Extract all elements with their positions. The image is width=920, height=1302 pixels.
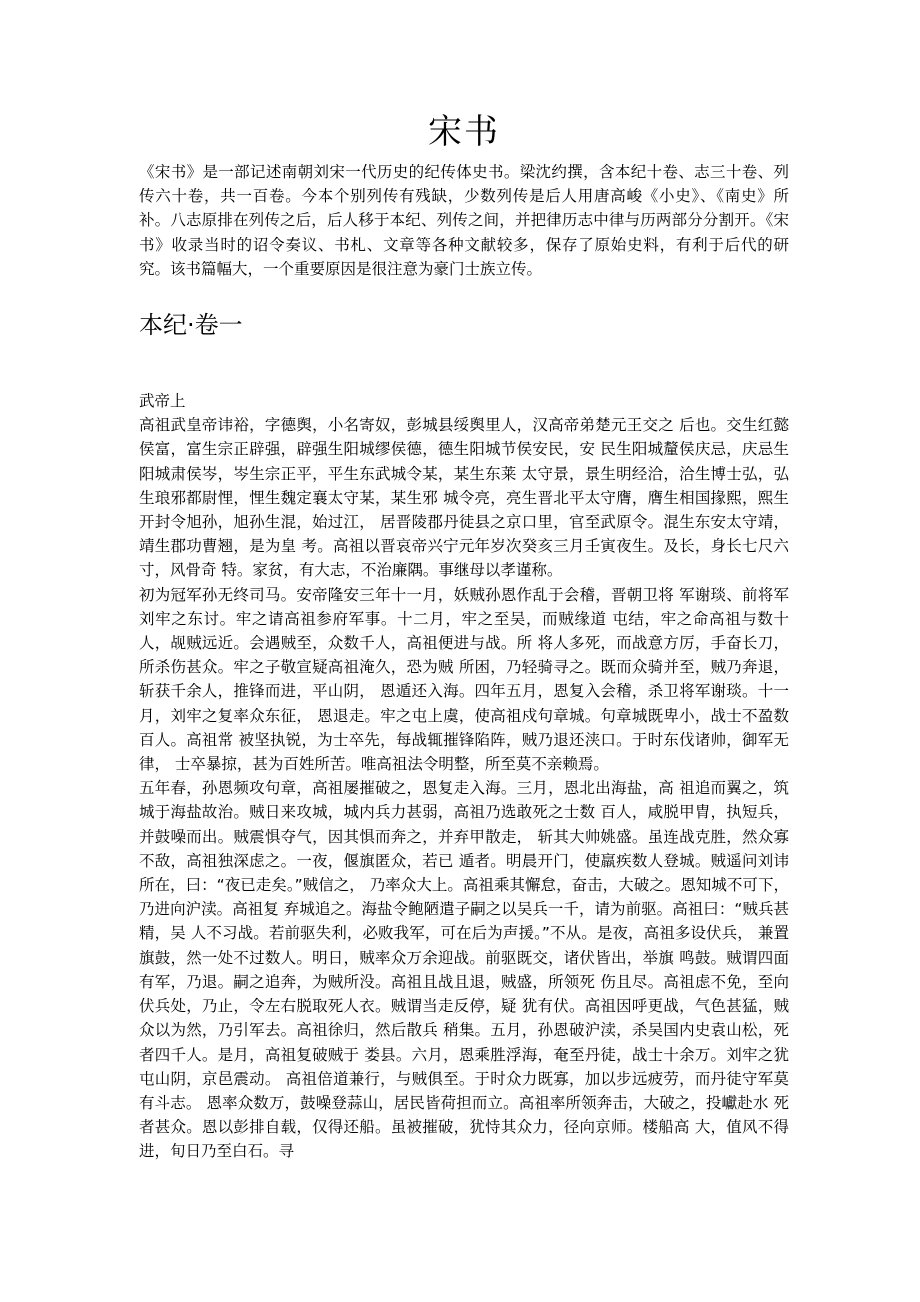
document-title: 宋书 [428, 112, 500, 152]
body-paragraph: 初为冠军孙无终司马。安帝隆安三年十一月，妖贼孙恩作乱于会稽，晋朝卫将 军谢琰、前将军刘牢之东讨。牢之请高祖参府军事。十二月，牢之至吴，而贼缘道 屯结，牢之命高祖与数十人，觇贼远近。会遇贼至，众数千人，高祖便进与战。所 将人多死，而战意方厉，手奋长刀，所杀伤甚众。牢之子敬宣疑高祖淹久，恐为贼 所困，乃轻骑寻之。既而众骑并至，贼乃奔退，斩获千余人，推锋而进，平山阴， 恩遁还入海。四年五月，恩复入会稽，杀卫将军谢琰。十一月，刘牢之复率众东征， 恩退走。牢之屯上虞，使高祖戍句章城。句章城既卑小，战士不盈数百人。高祖常 被坚执锐，为士卒先，每战辄摧锋陷阵，贼乃退还浃口。于时东伐诸帅，御军无律， 士卒暴掠，甚为百姓所苦。唯高祖法令明整，所至莫不亲赖焉。 [139, 585, 789, 774]
chapter-content [139, 389, 789, 1164]
body-paragraph: 五年春，孙恩频攻句章，高祖屡摧破之，恩复走入海。三月，恩北出海盐，高 祖追而翼之，筑城于海盐故治。贼日来攻城，城内兵力甚弱，高祖乃选敢死之士数 百人，咸脱甲胄，执短兵，并鼓噪而出。贼震惧夺气，因其惧而奔之，并弃甲散走， 斩其大帅姚盛。虽连战克胜，然众寡不敌，高祖独深虑之。一夜，偃旗匿众，若已 遁者。明晨开门，使羸疾数人登城。贼遥问刘讳所在，曰：“夜已走矣。”贼信之， 乃率众大上。高祖乘其懈怠，奋击，大破之。恩知城不可下，乃进向沪渎。高祖复 弃城追之。海盐令鲍陋遣子嗣之以吴兵一千，请为前驱。高祖曰：“贼兵甚精，吴 人不习战。若前驱失利，必败我军，可在后为声援。”不从。是夜，高祖多设伏兵， 兼置旗鼓，然一处不过数人。明日，贼率众万余迎战。前驱既交，诸伏皆出，举旗 鸣鼓。贼谓四面有军，乃退。嗣之追奔，为贼所没。高祖且战且退，贼盛，所领死 伤且尽。高祖虑不免，至向伏兵处，乃止，令左右脱取死人衣。贼谓当走反停，疑 犹有伏。高祖因呼更战，气色甚猛，贼众以为然，乃引军去。高祖徐归，然后散兵 稍集。五月，孙恩破沪渎，杀吴国内史袁山松，死者四千人。是月，高祖复破贼于 娄县。六月，恩乘胜浮海，奄至丹徒，战士十余万。刘牢之犹屯山阴，京邑震动。 高祖倍道兼行，与贼俱至。于时众力既寡，加以步远疲劳，而丹徒守军莫有斗志。 恩率众数万，鼓噪登蒜山，居民皆荷担而立。高祖率所领奔击，大破之，投巘赴水 死者甚众。恩以彭排自载，仅得还船。虽被摧破，犹恃其众力，径向京师。楼船高 大，值风不得进，旬日乃至白石。寻 [139, 779, 789, 1161]
document-page [139, 108, 789, 1164]
section-heading: 本纪·卷一 [139, 311, 243, 340]
intro-paragraph: 《宋书》是一部记述南朝刘宋一代历史的纪传体史书。梁沈约撰，含本纪十卷、志三十卷、列传六十卷，共一百卷。今本个别列传有残缺，少数列传是后人用唐高峻《小史》、《南史》所补。八志原排在列传之后，后人移于本纪、列传之间，并把律历志中律与历两部分分割开。《宋书》收录当时的诏令奏议、书札、文章等各种文献较多，保存了原始史料，有利于后代的研究。该书篇幅大，一个重要原因是很注意为豪门士族立传。 [139, 163, 789, 278]
subsection-label: 武帝上 [139, 392, 186, 411]
body-paragraph: 高祖武皇帝讳裕，字德舆，小名寄奴，彭城县绥舆里人，汉高帝弟楚元王交之 后也。交生红懿侯富，富生宗正辟强，辟强生阳城缪侯德，德生阳城节侯安民，安 民生阳城釐侯庆忌，庆忌生阳城肃侯岑，岑生宗正平，平生东武城令某，某生东莱 太守景，景生明经洽，洽生博士弘，弘生琅邪都尉悝，悝生魏定襄太守某，某生邪 城令亮，亮生晋北平太守膺，膺生相国掾熙，熙生开封令旭孙，旭孙生混，始过江， 居晋陵郡丹徒县之京口里，官至武原令。混生东安太守靖，靖生郡功曹翘，是为皇 考。高祖以晋哀帝兴宁元年岁次癸亥三月壬寅夜生。及长，身长七尺六寸，风骨奇 特。家贫，有大志，不治廉隅。事继母以孝谨称。 [139, 416, 789, 580]
